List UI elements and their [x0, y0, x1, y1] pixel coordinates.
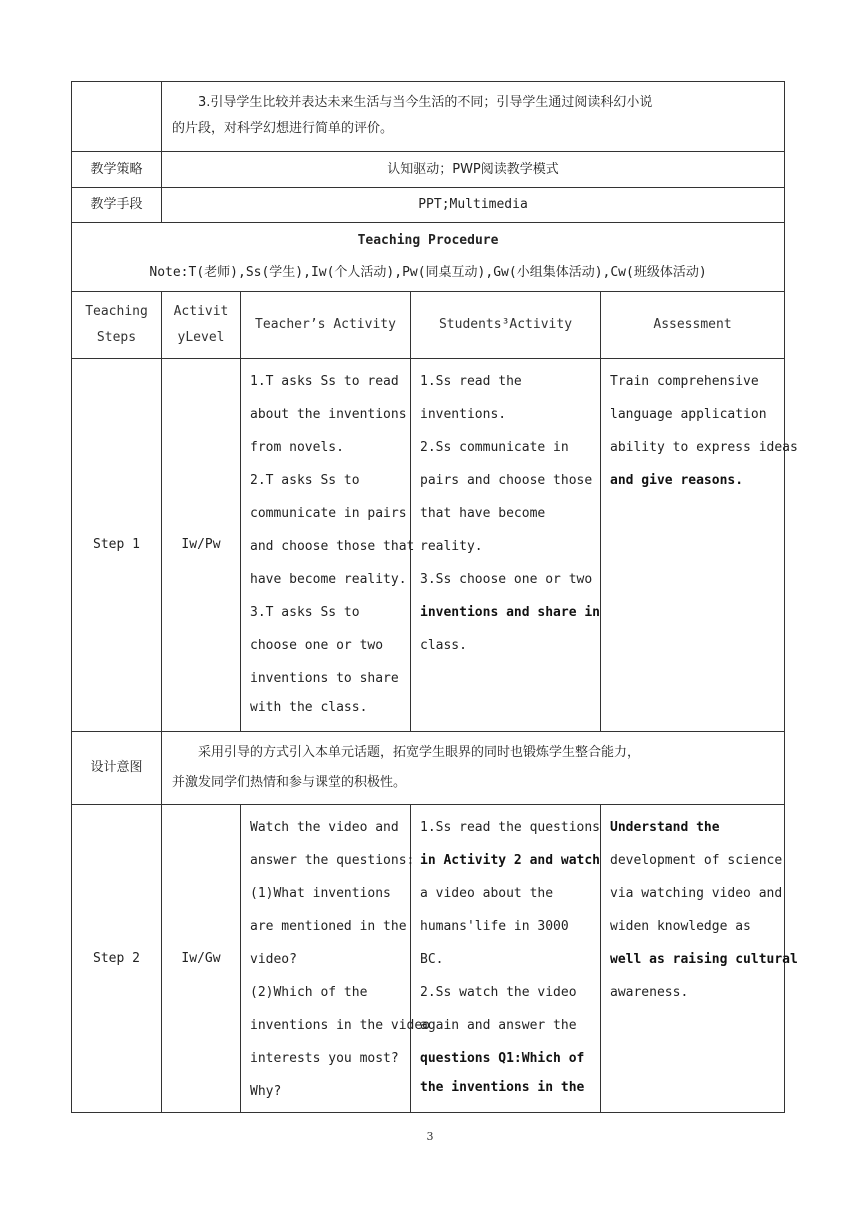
- procedure-row: [72, 223, 785, 292]
- text-line: 1.Ss read the questions: [420, 820, 601, 835]
- means-row: [72, 188, 785, 223]
- text-line: pairs and choose those: [420, 473, 593, 488]
- text-line: via watching video and: [610, 886, 783, 901]
- intent-label: 设计意图: [72, 732, 162, 805]
- text-line: awareness.: [610, 985, 689, 1000]
- page-number: 3: [426, 1130, 434, 1143]
- text-line: inventions.: [420, 407, 507, 422]
- step1-teacher-activity: [241, 359, 415, 732]
- header-level-line-1: Activit: [173, 304, 229, 319]
- text-line: Why?: [250, 1084, 282, 1099]
- text-line: video?: [250, 952, 297, 967]
- header-teaching-steps: [72, 292, 162, 359]
- text-line: from novels.: [250, 440, 344, 455]
- empty-label-cell: [72, 82, 162, 152]
- lesson-plan-table: [71, 81, 798, 1113]
- text-line: Understand the: [610, 820, 720, 835]
- procedure-cell: [72, 223, 785, 292]
- text-line: (2)Which of the: [250, 985, 368, 1000]
- text-line: again and answer the: [420, 1018, 577, 1033]
- text-line: a video about the: [420, 886, 554, 901]
- step2-row: [72, 805, 785, 1113]
- text-line: with the class.: [250, 700, 368, 715]
- step2-assessment: [601, 805, 798, 1113]
- text-line: inventions to share: [250, 671, 399, 686]
- text-line: inventions and share in: [420, 605, 601, 620]
- step2-students-activity: [411, 805, 601, 1113]
- text-line: 3.Ss choose one or two: [420, 572, 593, 587]
- text-line: humans'life in 3000: [420, 919, 569, 934]
- intent-cell: [162, 732, 785, 805]
- header-assessment: Assessment: [601, 292, 785, 359]
- step2-label: Step 2: [72, 805, 162, 1113]
- objective-line-2: 的片段，对科学幻想进行简单的评价。: [172, 121, 394, 136]
- text-line: development of science: [610, 853, 783, 868]
- text-line: interests you most?: [250, 1051, 399, 1066]
- header-activity-level: [162, 292, 241, 359]
- intent-line-1: 采用引导的方式引入本单元话题，拓宽学生眼界的同时也锻炼学生整合能力，: [198, 745, 641, 760]
- strategy-row: [72, 152, 785, 188]
- step1-level: Iw/Pw: [162, 359, 241, 732]
- procedure-note: Note:T(老师),Ss(学生),Iw(个人活动),Pw(同桌互动),Gw(小组集体活动),Cw(班级体活动): [149, 265, 707, 280]
- text-line: 3.T asks Ss to: [250, 605, 360, 620]
- text-line: and give reasons.: [610, 473, 744, 488]
- text-line: that have become: [420, 506, 546, 521]
- objective-row: [72, 82, 785, 152]
- header-steps-line-2: Steps: [96, 330, 137, 345]
- text-line: Watch the video and: [250, 820, 399, 835]
- procedure-title: Teaching Procedure: [357, 233, 499, 248]
- strategy-value: 认知驱动；PWP阅读教学模式: [162, 152, 785, 188]
- text-line: Train comprehensive: [610, 374, 759, 389]
- text-line: 2.Ss communicate in: [420, 440, 569, 455]
- means-label: 教学手段: [72, 188, 162, 223]
- text-line: answer the questions:: [250, 853, 415, 868]
- text-line: are mentioned in the: [250, 919, 407, 934]
- objective-cell: [162, 82, 785, 152]
- text-line: widen knowledge as: [610, 919, 751, 934]
- text-line: 2.T asks Ss to: [250, 473, 360, 488]
- text-line: ability to express ideas: [610, 440, 798, 455]
- header-steps-line-1: Teaching: [85, 304, 148, 319]
- text-line: 1.T asks Ss to read: [250, 374, 399, 389]
- text-line: reality.: [420, 539, 483, 554]
- header-row: [72, 292, 785, 359]
- text-line: and choose those that: [250, 539, 415, 554]
- text-line: (1)What inventions: [250, 886, 391, 901]
- strategy-label: 教学策略: [72, 152, 162, 188]
- text-line: communicate in pairs: [250, 506, 407, 521]
- text-line: inventions in the video: [250, 1018, 431, 1033]
- text-line: choose one or two: [250, 638, 384, 653]
- step1-label: Step 1: [72, 359, 162, 732]
- step1-row: [72, 359, 785, 732]
- text-line: about the inventions: [250, 407, 407, 422]
- text-line: language application: [610, 407, 767, 422]
- intent-row: [72, 732, 785, 805]
- text-line: BC.: [420, 952, 444, 967]
- step2-teacher-activity: [241, 805, 431, 1113]
- text-line: class.: [420, 638, 467, 653]
- header-level-line-2: yLevel: [177, 330, 225, 345]
- text-line: questions Q1:Which of: [420, 1051, 585, 1066]
- text-line: 2.Ss watch the video: [420, 985, 577, 1000]
- header-students-activity: Students³Activity: [411, 292, 601, 359]
- text-line: in Activity 2 and watch: [420, 853, 601, 868]
- text-line: the inventions in the: [420, 1080, 585, 1095]
- step1-students-activity: [411, 359, 601, 732]
- step2-level: Iw/Gw: [162, 805, 241, 1113]
- header-teacher-activity: Teacher’s Activity: [241, 292, 411, 359]
- text-line: well as raising cultural: [610, 952, 798, 967]
- means-value: PPT;Multimedia: [162, 188, 785, 223]
- text-line: 1.Ss read the: [420, 374, 522, 389]
- step1-assessment: [601, 359, 798, 732]
- objective-line-1: 3.引导学生比较并表达未来生活与当今生活的不同；引导学生通过阅读科幻小说: [198, 95, 653, 110]
- text-line: have become reality.: [250, 572, 407, 587]
- intent-line-2: 并激发同学们热情和参与课堂的积极性。: [172, 775, 407, 790]
